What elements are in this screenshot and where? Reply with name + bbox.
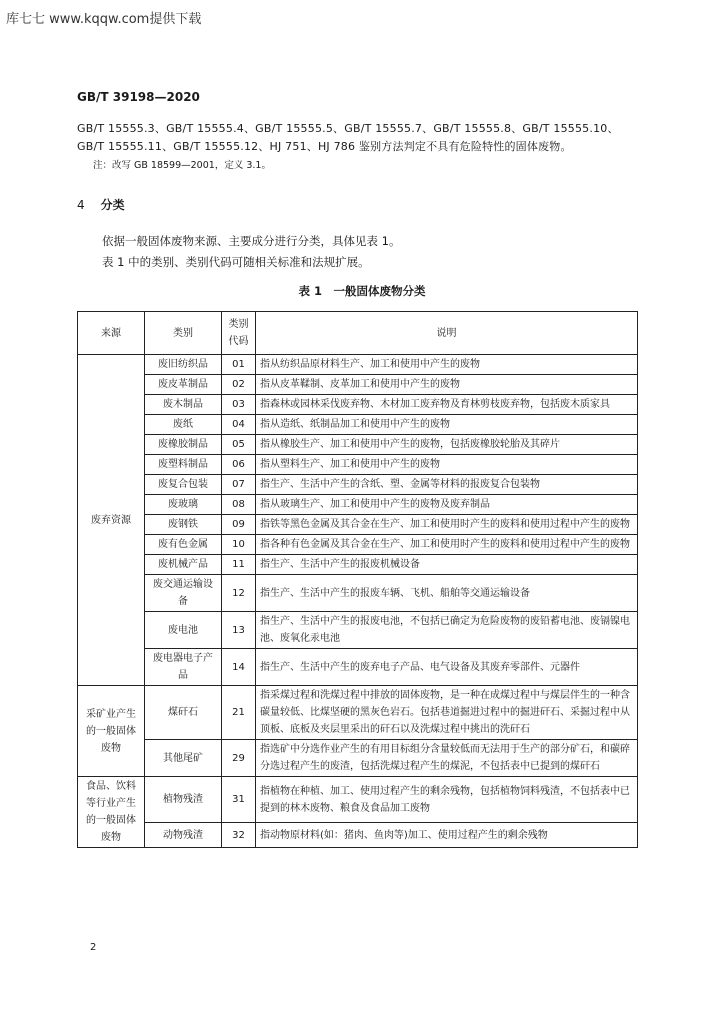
code-cell: 06 [222,455,256,475]
section-number: 4 [77,198,85,212]
body-line: 依据一般固体废物来源、主要成分进行分类，具体见表 1。 [102,234,401,248]
table-row [78,777,638,823]
category-cell: 煤矸石 [145,686,222,740]
code-cell: 31 [222,777,256,823]
classification-table [77,311,638,848]
category-cell: 废旧纺织品 [145,355,222,375]
table-row [78,475,638,495]
table-row [78,823,638,848]
description-cell: 指从纺织品原材料生产、加工和使用中产生的废物 [256,355,638,375]
category-cell: 废复合包装 [145,475,222,495]
description-cell: 指森林或园林采伐废弃物、木材加工废弃物及育林剪枝废弃物，包括废木质家具 [256,395,638,415]
category-cell: 废塑料制品 [145,455,222,475]
description-cell: 指生产、生活中产生的报废车辆、飞机、船舶等交通运输设备 [256,575,638,612]
category-cell: 植物残渣 [145,777,222,823]
code-cell: 01 [222,355,256,375]
section-heading [77,196,125,213]
category-cell: 其他尾矿 [145,740,222,777]
table-row [78,395,638,415]
code-cell: 14 [222,649,256,686]
description-cell: 指植物在种植、加工、使用过程产生的剩余残物，包括植物饲料残渣，不包括表中已提到的林木废物、粮食及食品加工废物 [256,777,638,823]
body-line: 表 1 中的类别、类别代码可随相关标准和法规扩展。 [102,255,370,269]
description-cell: 指生产、生活中产生的报废电池，不包括已确定为危险废物的废铅蓄电池、废镉镍电池、废氧化汞电池 [256,612,638,649]
table-row [78,375,638,395]
note-text: 注：改写 GB 18599—2001，定义 3.1。 [93,160,271,171]
category-cell: 动物残渣 [145,823,222,848]
code-cell: 32 [222,823,256,848]
category-cell: 废皮革制品 [145,375,222,395]
table-row [78,355,638,375]
table-row [78,555,638,575]
header-description: 说明 [256,312,638,355]
table-row [78,575,638,612]
table-row [78,535,638,555]
category-cell: 废机械产品 [145,555,222,575]
description-cell: 指生产、生活中产生的废弃电子产品、电气设备及其废弃零部件、元器件 [256,649,638,686]
category-cell: 废橡胶制品 [145,435,222,455]
table-row [78,495,638,515]
table-row [78,612,638,649]
table-title: 表 1 一般固体废物分类 [298,284,426,298]
description-cell: 指采煤过程和洗煤过程中排放的固体废物，是一种在成煤过程中与煤层伴生的一种含碳量较低、比煤坚硬的黑灰色岩石。包括巷道掘进过程中的掘进矸石、采掘过程中从顶板、底板及夹层里采出的矸石以及洗煤过程中挑出的洗矸石 [256,686,638,740]
code-cell: 09 [222,515,256,535]
category-cell: 废有色金属 [145,535,222,555]
code-cell: 11 [222,555,256,575]
code-cell: 04 [222,415,256,435]
standard-code: GB/T 39198—2020 [77,90,200,104]
paragraph-line: GB/T 15555.11、GB/T 15555.12、HJ 751、HJ 786 鉴别方法判定不具有危险特性的固体废物。 [77,140,572,153]
header-category: 类别 [145,312,222,355]
code-cell: 13 [222,612,256,649]
category-cell: 废玻璃 [145,495,222,515]
description-cell: 指从塑料生产、加工和使用中产生的废物 [256,455,638,475]
description-cell: 指从皮革鞣制、皮革加工和使用中产生的废物 [256,375,638,395]
code-cell: 08 [222,495,256,515]
watermark-text: 库七七 www.kqqw.com提供下载 [6,12,202,27]
source-cell: 废弃资源 [78,355,145,686]
description-cell: 指从造纸、纸制品加工和使用中产生的废物 [256,415,638,435]
code-cell: 03 [222,395,256,415]
source-cell: 采矿业产生的一般固体废物 [78,686,145,777]
code-cell: 12 [222,575,256,612]
code-cell: 07 [222,475,256,495]
description-cell: 指从玻璃生产、加工和使用中产生的废物及废弃制品 [256,495,638,515]
description-cell: 指从橡胶生产、加工和使用中产生的废物，包括废橡胶轮胎及其碎片 [256,435,638,455]
code-cell: 05 [222,435,256,455]
description-cell: 指选矿中分选作业产生的有用目标组分含量较低而无法用于生产的部分矿石，和碳碎分选过程产生的废渣，包括洗煤过程产生的煤泥，不包括表中已提到的煤矸石 [256,740,638,777]
paragraph-line: GB/T 15555.3、GB/T 15555.4、GB/T 15555.5、GB/T 15555.7、GB/T 15555.8、GB/T 15555.10、 [77,122,619,135]
description-cell: 指生产、生活中产生的含纸、塑、金属等材料的报废复合包装物 [256,475,638,495]
header-code: 类别代码 [222,312,256,355]
table-row [78,515,638,535]
code-cell: 21 [222,686,256,740]
table-row [78,740,638,777]
section-title: 分类 [100,198,125,212]
source-cell: 食品、饮料等行业产生的一般固体废物 [78,777,145,848]
description-cell: 指动物原材料(如：猪肉、鱼肉等)加工、使用过程产生的剩余残物 [256,823,638,848]
code-cell: 10 [222,535,256,555]
table-row [78,455,638,475]
category-cell: 废钢铁 [145,515,222,535]
page-number: 2 [90,942,97,953]
table-row [78,649,638,686]
category-cell: 废电器电子产品 [145,649,222,686]
description-cell: 指生产、生活中产生的报废机械设备 [256,555,638,575]
description-cell: 指各种有色金属及其合金在生产、加工和使用时产生的废料和使用过程中产生的废物 [256,535,638,555]
category-cell: 废交通运输设备 [145,575,222,612]
code-cell: 29 [222,740,256,777]
code-cell: 02 [222,375,256,395]
table-row [78,435,638,455]
table-row [78,686,638,740]
category-cell: 废纸 [145,415,222,435]
header-source: 来源 [78,312,145,355]
category-cell: 废电池 [145,612,222,649]
table-row [78,415,638,435]
category-cell: 废木制品 [145,395,222,415]
description-cell: 指铁等黑色金属及其合金在生产、加工和使用时产生的废料和使用过程中产生的废物 [256,515,638,535]
